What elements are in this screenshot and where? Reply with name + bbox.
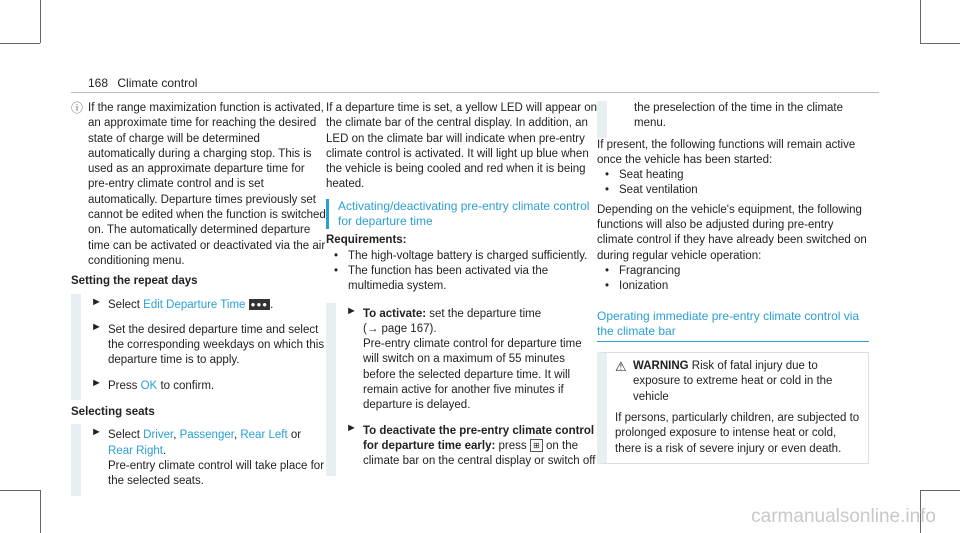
step: ► Press OK to confirm. bbox=[71, 375, 326, 400]
info-note bbox=[71, 101, 326, 269]
section-heading: Activating/deactivating pre-entry climate control for departure time bbox=[326, 199, 599, 230]
paragraph: If present, the following functions will remain active once the vehicle has been started: bbox=[597, 138, 856, 166]
list-item: • Ionization bbox=[605, 280, 669, 293]
crop-mark bbox=[920, 0, 921, 43]
step-arrow-icon: ► bbox=[91, 295, 102, 308]
step-arrow-icon: ► bbox=[91, 426, 102, 439]
warning-text: If persons, particularly children, are subjected to prolonged exposure to intense heat or cold, there is a risk of severe injury or even death. bbox=[615, 412, 860, 455]
step-arrow-icon: ► bbox=[91, 320, 102, 333]
crop-mark bbox=[40, 490, 41, 533]
step-arrow-icon: ► bbox=[346, 421, 357, 434]
requirements-label: Requirements: bbox=[326, 234, 407, 247]
header-rule bbox=[71, 92, 879, 93]
page-header bbox=[88, 76, 197, 91]
step-arrow-icon: ► bbox=[91, 376, 102, 389]
step: ► Select Driver, Passenger, Rear Left or Rear Right. Pre-entry climate control will take place for the selected seats. bbox=[71, 424, 326, 495]
menu-link-edit-departure-time[interactable]: Edit Departure Time bbox=[143, 298, 246, 311]
menu-link-passenger[interactable]: Passenger bbox=[179, 429, 234, 442]
menu-link-rear-left[interactable]: Rear Left bbox=[240, 429, 288, 442]
climate-key-icon: ⊞ bbox=[530, 439, 543, 452]
column-3 bbox=[597, 101, 869, 464]
step: ► To deactivate the pre-entry climate control for departure time early: press ⊞ on the climate bar on the central display or switch off bbox=[326, 420, 599, 476]
subheading-selecting-seats: Selecting seats bbox=[71, 406, 155, 419]
warning-box: ⚠ WARNING Risk of fatal injury due to exposure to extreme heat or cold in the vehicle If persons, particularly children, are subjected to prolonged exposure to intense heat or cold, there is a risk of severe injury or even death. bbox=[597, 352, 869, 464]
step: ► Select Edit Departure Time ●●● . bbox=[71, 294, 326, 319]
column-2 bbox=[326, 101, 599, 476]
crop-mark bbox=[0, 490, 40, 491]
paragraph: If a departure time is set, a yellow LED will appear on the climate bar of the central display. In addition, an LED on the climate bar will indicate when pre-entry climate control is activated. It will light up blue when the vehicle is being cooled and red when it is being heated. bbox=[326, 102, 598, 191]
watermark: carmanualsonline.info bbox=[751, 505, 936, 527]
menu-link-ok[interactable]: OK bbox=[140, 379, 158, 392]
warning-triangle-icon: ⚠ bbox=[615, 359, 627, 375]
step-continued: the preselection of the time in the climate menu. bbox=[597, 101, 869, 138]
column-1 bbox=[71, 101, 326, 496]
page-reference-link[interactable]: (→ page 167). bbox=[363, 322, 437, 335]
list-item: • Fragrancing bbox=[605, 264, 681, 277]
step-arrow-icon: ► bbox=[346, 304, 357, 317]
more-options-icon: ●●● bbox=[250, 300, 269, 310]
crop-mark bbox=[0, 43, 40, 44]
page-number: 168 bbox=[88, 76, 109, 90]
step: ► To activate: set the departure time (→ page 167). Pre-entry climate control for departure time will switch on a maximum of 55 minutes before the selected departure time. It will remain active for another five minutes if departure is delayed. bbox=[326, 303, 599, 420]
subheading-repeat-days: Setting the repeat days bbox=[71, 275, 198, 288]
crop-mark bbox=[40, 0, 41, 43]
crop-mark bbox=[920, 43, 960, 44]
crop-mark bbox=[920, 490, 960, 491]
list-item: • Seat heating bbox=[605, 169, 684, 182]
list-item: • The high-voltage battery is charged sufficiently. bbox=[334, 249, 588, 262]
paragraph: Depending on the vehicle's equipment, the following functions will also be adjusted during pre-entry climate control if they have already been switched on during regular vehicle operation: bbox=[597, 203, 867, 262]
menu-link-rear-right[interactable]: Rear Right bbox=[108, 444, 163, 457]
chapter-title: Climate control bbox=[117, 76, 198, 90]
info-icon: ⓘ bbox=[71, 101, 84, 115]
menu-link-driver[interactable]: Driver bbox=[143, 429, 174, 442]
heading-rule bbox=[597, 341, 869, 342]
warning-title: WARNING bbox=[633, 360, 689, 373]
list-item: • The function has been activated via the multimedia system. bbox=[334, 264, 549, 293]
list-item: • Seat ventilation bbox=[605, 184, 698, 197]
note-text: If the range maximization function is activated, an approximate time for reaching the desired state of charge will be determined automatically during a charging stop. This is used as an approximate departure time for pre-entry climate control and is set automatically. Departure times previously set cannot be edited when the function is switched on. The automatically determined departure time can be activated or deactivated via the air conditioning menu. bbox=[88, 102, 326, 267]
step: ► Set the desired departure time and select the corresponding weekdays on which this departure time is to apply. bbox=[71, 319, 326, 375]
section-heading: Operating immediate pre-entry climate control via the climate bar bbox=[597, 308, 860, 338]
